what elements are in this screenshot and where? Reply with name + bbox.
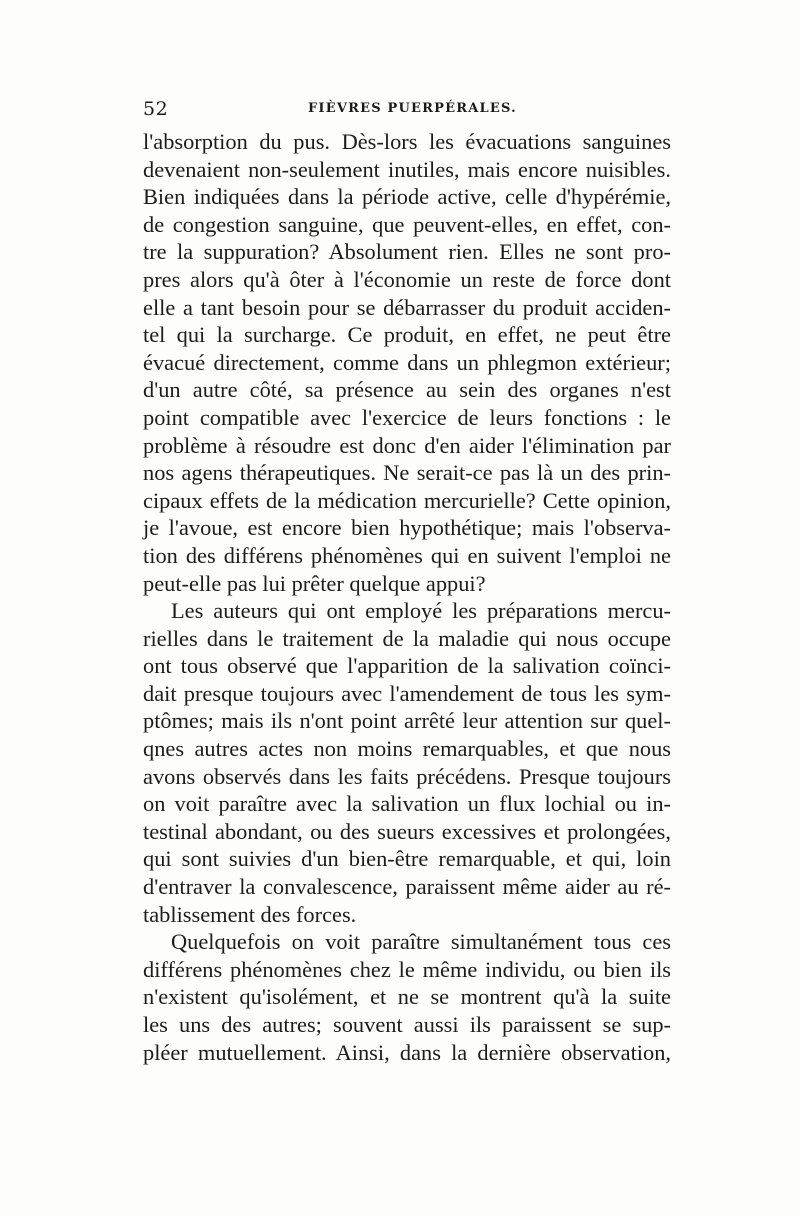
text-line: rielles dans le traitement de la maladie qui nous occupe [143, 625, 671, 651]
text-line: tablissement des forces. [143, 901, 357, 927]
running-title: FIÈVRES PUERPÉRALES. [308, 101, 517, 116]
text-line: ptômes; mais ils n'ont point arrêté leur attention sur quel- [143, 708, 671, 734]
text-line: dait presque toujours avec l'amendement de tous les sym- [143, 680, 671, 706]
text-line: elle a tant besoin pour se débarrasser du produit acciden- [143, 294, 671, 320]
text-line: peut-elle pas lui prêter quelque appui? [143, 570, 486, 596]
text-line: point compatible avec l'exercice de leurs fonctions : le [143, 404, 671, 430]
text-line: pléer mutuellement. Ainsi, dans la dernière observation, [143, 1039, 671, 1065]
text-line: cipaux effets de la médication mercurielle? Cette opinion, [143, 487, 671, 513]
text-line: testinal abondant, ou des sueurs excessives et prolongées, [143, 818, 671, 844]
text-line: évacué directement, comme dans un phlegmon extérieur; [143, 349, 671, 375]
text-line: qnes autres actes non moins remarquables, et que nous [143, 736, 671, 762]
text-line: tion des différens phénomènes qui en suivent l'emploi ne [143, 542, 671, 568]
text-line: Les auteurs qui ont employé les préparations mercu- [171, 598, 671, 624]
body-text [143, 128, 671, 1066]
text-line: d'entraver la convalescence, paraissent même aider au ré- [143, 874, 671, 900]
text-line: Quelquefois on voit paraître simultanément tous ces [171, 929, 671, 955]
page-number: 52 [143, 98, 169, 120]
text-line: devenaient non-seulement inutiles, mais encore nuisibles. [143, 156, 671, 182]
text-line: de congestion sanguine, que peuvent-elles, en effet, con- [143, 211, 671, 237]
text-line: n'existent qu'isolément, et ne se montrent qu'à la suite [143, 984, 671, 1010]
text-line: ont tous observé que l'apparition de la salivation coïnci- [143, 653, 671, 679]
text-line: nos agens thérapeutiques. Ne serait-ce pas là un des prin- [143, 460, 671, 486]
page-header [143, 98, 673, 122]
text-line: avons observés dans les faits précédens. Presque toujours [143, 763, 671, 789]
text-line: qui sont suivies d'un bien-être remarquable, et qui, loin [143, 846, 671, 872]
text-line: je l'avoue, est encore bien hypothétique; mais l'observa- [143, 515, 671, 541]
text-line: tre la suppuration? Absolument rien. Elles ne sont pro- [143, 239, 671, 265]
text-line: l'absorption du pus. Dès-lors les évacuations sanguines [143, 129, 671, 154]
text-line: problème à résoudre est donc d'en aider l'élimination par [143, 432, 671, 458]
text-line: d'un autre côté, sa présence au sein des organes n'est [143, 377, 671, 403]
text-line: différens phénomènes chez le même individu, ou bien ils [143, 956, 671, 982]
text-line: pres alors qu'à ôter à l'économie un reste de force dont [143, 266, 671, 292]
text-line: tel qui la surcharge. Ce produit, en effet, ne peut être [143, 322, 671, 348]
text-line: les uns des autres; souvent aussi ils paraissent se sup- [143, 1012, 671, 1037]
text-line: Bien indiquées dans la période active, celle d'hypérémie, [143, 184, 671, 210]
text-line: on voit paraître avec la salivation un flux lochial ou in- [143, 791, 671, 817]
